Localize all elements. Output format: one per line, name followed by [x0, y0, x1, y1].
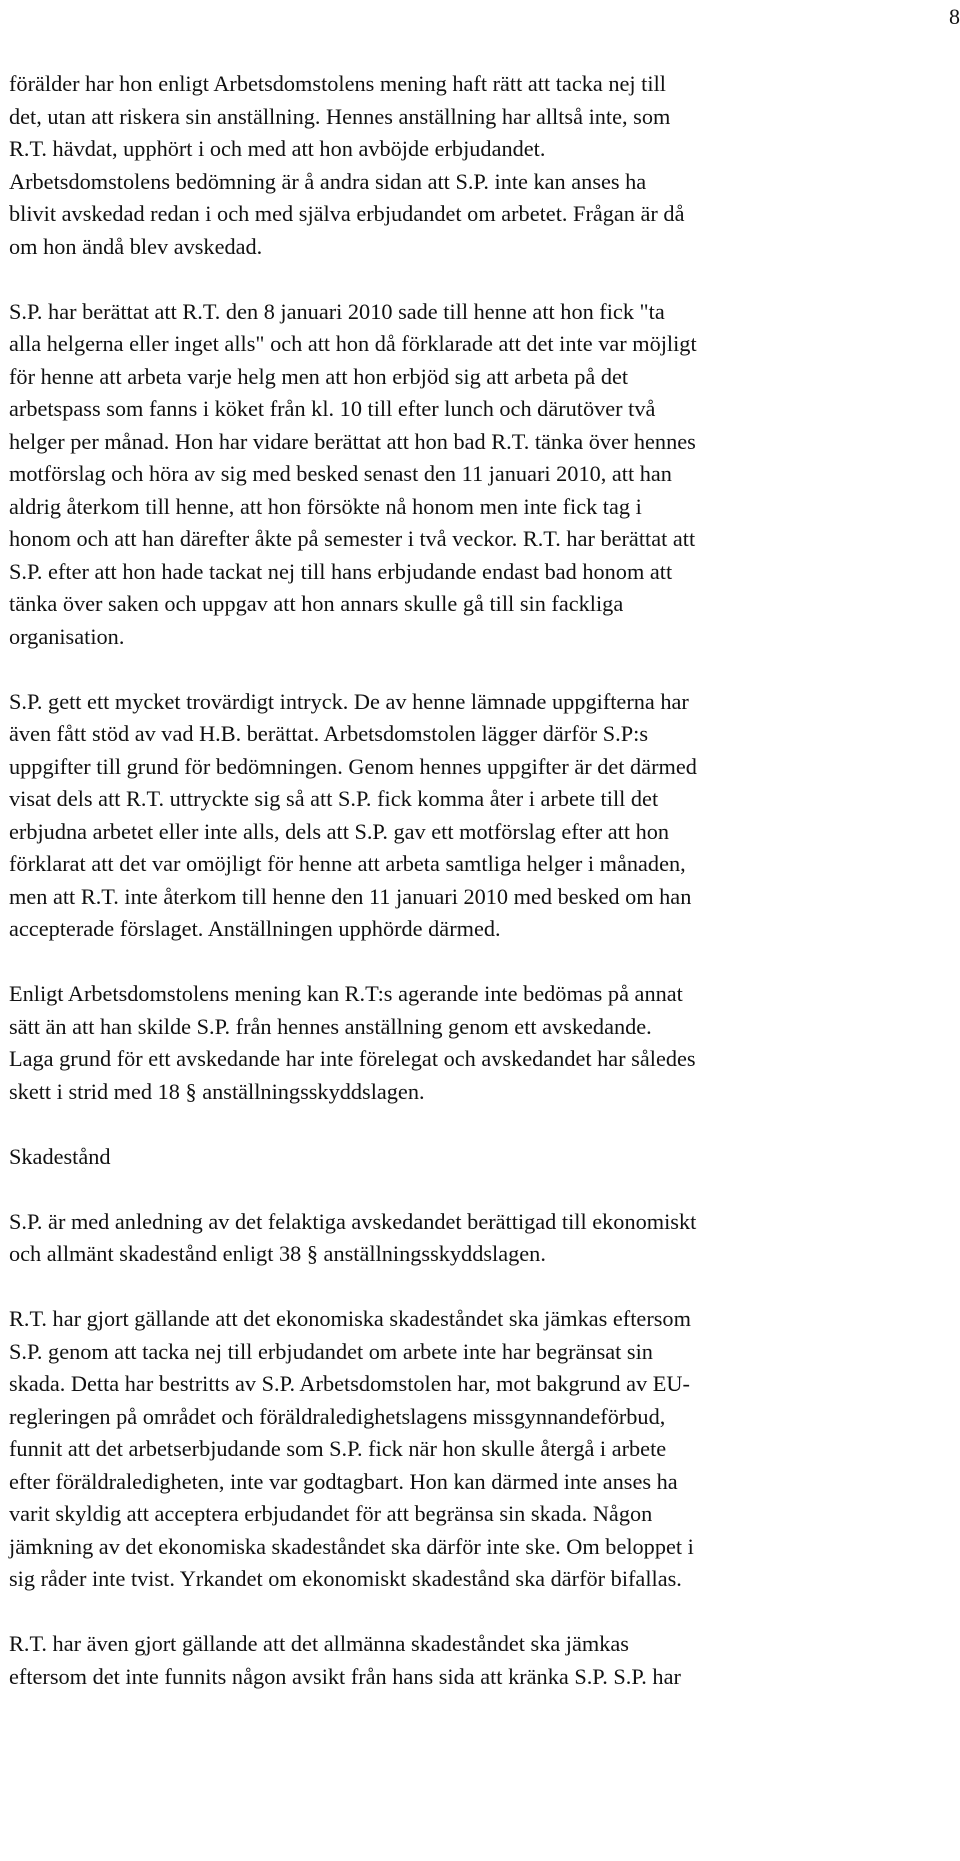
- paragraph-6: R.T. har gjort gällande att det ekonomiska skadeståndet ska jämkas eftersom S.P. genom att tacka nej till erbjudandet om arbete inte har begränsat sin skada. Detta har bestritts av S.P. Arbetsdomstolen har, mot bakgrund av EU- regleringen på området och föräldraledighetslagens missgynnandeförbud, funnit att det arbetserbjudande som S.P. fick när hon skulle återgå i arbete efter föräldraledigheten, inte var godtagbart. Hon kan därmed inte anses ha varit skyldig att acceptera erbjudandet för att begränsa sin skada. Någon jämkning av det ekonomiska skadeståndet ska därför inte ske. Om beloppet i sig råder inte tvist. Yrkandet om ekonomiskt skadestånd ska därför bifallas.: [9, 1306, 694, 1591]
- paragraph-5: S.P. är med anledning av det felaktiga avskedandet berättigad till ekonomiskt och allmänt skadestånd enligt 38 § anställningsskyddslagen.: [9, 1208, 697, 1266]
- paragraph-spacer: [9, 1108, 959, 1141]
- paragraph-4: Enligt Arbetsdomstolens mening kan R.T:s agerande inte bedömas på annat sätt än att han skilde S.P. från hennes anställning genom ett avskedande. Laga grund för ett avskedande har inte förelegat och avskedandet har således skett i strid med 18 § anställningsskyddslagen.: [9, 981, 696, 1104]
- paragraph-spacer: [9, 653, 959, 686]
- paragraph-spacer: [9, 263, 959, 296]
- paragraph-spacer: [9, 1596, 959, 1629]
- paragraph-spacer: [9, 1173, 959, 1206]
- section-heading-skadestand: Skadestånd: [9, 1143, 111, 1169]
- paragraph-spacer: [9, 946, 959, 979]
- paragraph-1: förälder har hon enligt Arbetsdomstolens mening haft rätt att tacka nej till det, utan att riskera sin anställning. Hennes anställning har alltså inte, som R.T. hävdat, upphört i och med att hon avböjde erbjudandet. Arbetsdomstolens bedömning är å andra sidan att S.P. inte kan anses ha blivit avskedad redan i och med själva erbjudandet om arbetet. Frågan är då om hon ändå blev avskedad.: [9, 71, 685, 259]
- paragraph-spacer: [9, 1271, 959, 1304]
- paragraph-3: S.P. gett ett mycket trovärdigt intryck. De av henne lämnade uppgifterna har även fått stöd av vad H.B. berättat. Arbetsdomstolen lägger därför S.P:s uppgifter till grund för bedömningen. Genom hennes uppgifter är det därmed visat dels att R.T. uttryckte sig så att S.P. fick komma åter i arbete till det erbjudna arbetet eller inte alls, dels att S.P. gav ett motförslag efter att hon förklarat att det var omöjligt för henne att arbeta samtliga helger i månaden, men att R.T. inte återkom till henne den 11 januari 2010 med besked om han accepterade förslaget. Anställningen upphörde därmed.: [9, 688, 697, 941]
- page-number: 8: [949, 4, 960, 29]
- paragraph-7: R.T. har även gjort gällande att det allmänna skadeståndet ska jämkas eftersom det inte funnits någon avsikt från hans sida att kränka S.P. S.P. har: [9, 1631, 681, 1689]
- paragraph-2: S.P. har berättat att R.T. den 8 januari 2010 sade till henne att hon fick "ta alla helgerna eller inget alls" och att hon då förklarade att det inte var möjligt för henne att arbeta varje helg men att hon erbjöd sig att arbeta på det arbetspass som fanns i köket från kl. 10 till efter lunch och därutöver två helger per månad. Hon har vidare berättat att hon bad R.T. tänka över hennes motförslag och höra av sig med besked senast den 11 januari 2010, att han aldrig återkom till henne, att hon försökte nå honom men inte fick tag i honom och att han därefter åkte på semester i två veckor. R.T. har berättat att S.P. efter att hon hade tackat nej till hans erbjudande endast bad honom att tänka över saken och uppgav att hon annars skulle gå till sin fackliga organisation.: [9, 298, 697, 649]
- page-body: [9, 68, 959, 1693]
